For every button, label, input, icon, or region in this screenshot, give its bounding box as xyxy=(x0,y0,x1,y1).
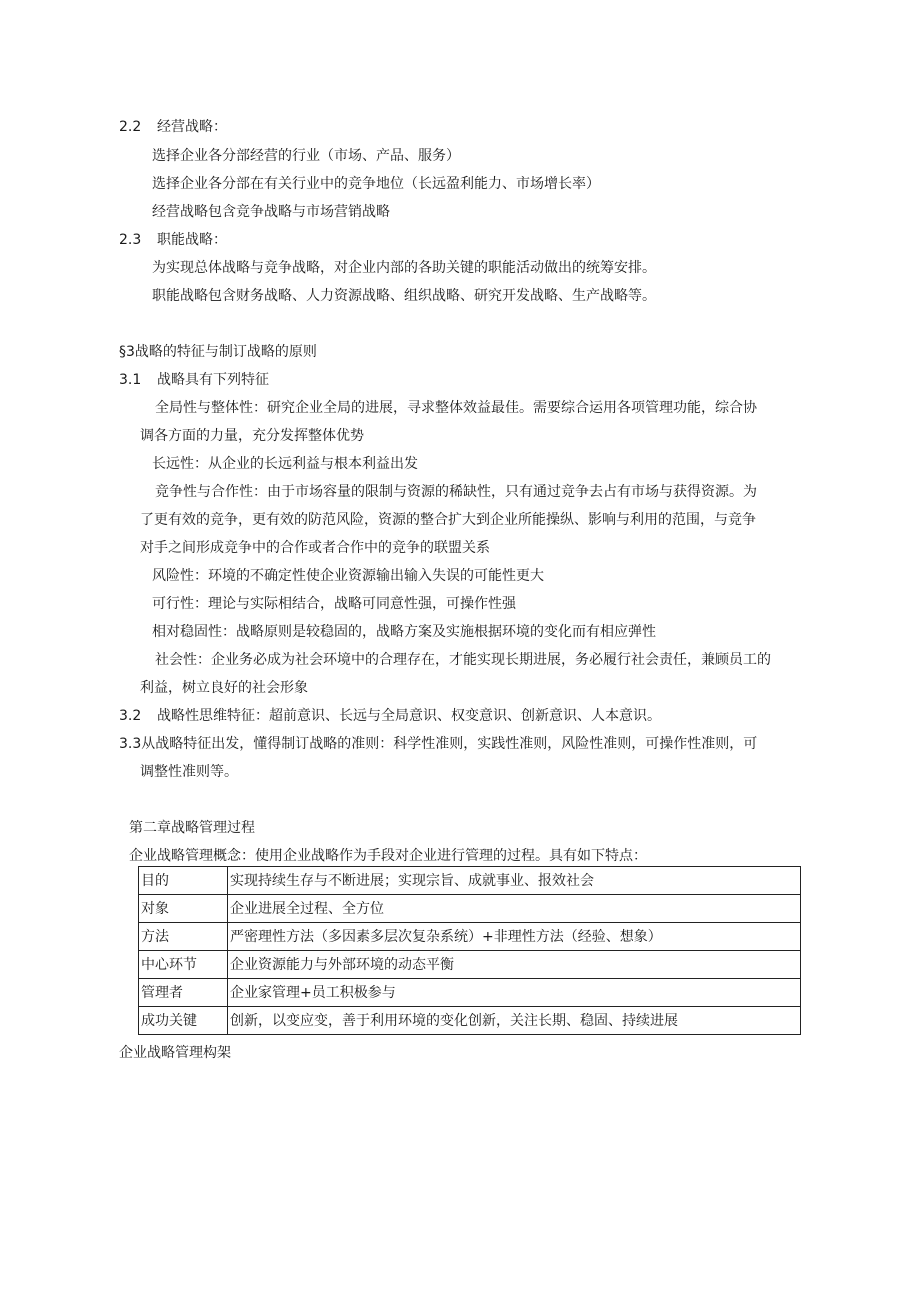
table-key-cell: 成功关键 xyxy=(139,1007,228,1035)
table-key-cell: 目的 xyxy=(139,867,228,895)
section-2-3-number: 2.3 xyxy=(119,232,142,248)
paragraph-line: 经营战略包含竞争战略与市场营销战略 xyxy=(152,204,390,220)
table-value-cell: 严密理性方法（多因素多层次复杂系统）+非理性方法（经验、想象） xyxy=(228,923,801,951)
table-row xyxy=(139,895,801,923)
section-2-3-heading xyxy=(119,230,227,250)
characteristics-table xyxy=(138,866,801,1035)
feature-line: 相对稳固性：战略原则是较稳固的，战略方案及实施根据环境的变化而有相应弹性 xyxy=(152,624,656,640)
table-value-cell: 创新，以变应变，善于利用环境的变化创新，关注长期、稳固、持续进展 xyxy=(228,1007,801,1035)
table-value-cell: 企业家管理+员工积极参与 xyxy=(228,979,801,1007)
section-3-3-line: 3.3从战略特征出发，懂得制订战略的准则：科学性准则，实践性准则，风险性准则，可操作性准则，可 xyxy=(119,736,758,752)
paragraph-line: 选择企业各分部在有关行业中的竞争地位（长远盈利能力、市场增长率） xyxy=(152,176,600,192)
feature-line: 风险性：环境的不确定性使企业资源输出输入失误的可能性更大 xyxy=(152,568,544,584)
feature-line: 全局性与整体性：研究企业全局的进展，寻求整体效益最佳。需要综合运用各项管理功能，综合协 xyxy=(155,400,757,416)
framework-heading: 企业战略管理构架 xyxy=(119,1045,231,1061)
section-2-2-number: 2.2 xyxy=(119,119,142,135)
feature-line: 了更有效的竞争，更有效的防范风险，资源的整合扩大到企业所能操纵、影响与利用的范围，与竞争 xyxy=(140,512,756,528)
paragraph-line: 为实现总体战略与竞争战略，对企业内部的各助关键的职能活动做出的统筹安排。 xyxy=(152,260,656,276)
table-row xyxy=(139,867,801,895)
feature-line: 可行性：理论与实际相结合，战略可同意性强，可操作性强 xyxy=(152,596,516,612)
table-key-cell: 中心环节 xyxy=(139,951,228,979)
section-2-2-heading xyxy=(119,117,227,137)
section-3-2 xyxy=(119,706,661,726)
section-3-1-title: 战略具有下列特征 xyxy=(157,372,269,388)
section-3-1-number: 3.1 xyxy=(119,372,142,388)
table-row xyxy=(139,923,801,951)
section-2-3-title: 职能战略： xyxy=(157,232,227,248)
section-3-heading: §3战略的特征与制订战略的原则 xyxy=(119,344,317,360)
feature-line: 长远性：从企业的长远利益与根本利益出发 xyxy=(152,456,418,472)
table-value-cell: 企业资源能力与外部环境的动态平衡 xyxy=(228,951,801,979)
paragraph-line: 选择企业各分部经营的行业（市场、产品、服务） xyxy=(152,148,460,164)
feature-line: 对手之间形成竞争中的合作或者合作中的竞争的联盟关系 xyxy=(140,540,490,556)
table-value-cell: 实现持续生存与不断进展；实现宗旨、成就事业、报效社会 xyxy=(228,867,801,895)
feature-line: 竞争性与合作性：由于市场容量的限制与资源的稀缺性，只有通过竞争去占有市场与获得资源。为 xyxy=(155,484,757,500)
chapter-2-title: 第二章战略管理过程 xyxy=(129,820,255,836)
table-key-cell: 方法 xyxy=(139,923,228,951)
paragraph-line: 职能战略包含财务战略、人力资源战略、组织战略、研究开发战略、生产战略等。 xyxy=(152,288,656,304)
section-3-1-heading xyxy=(119,370,269,390)
table-row xyxy=(139,1007,801,1035)
feature-line: 利益，树立良好的社会形象 xyxy=(140,680,308,696)
table-key-cell: 管理者 xyxy=(139,979,228,1007)
table-row xyxy=(139,951,801,979)
section-3-2-text: 战略性思维特征：超前意识、长远与全局意识、权变意识、创新意识、人本意识。 xyxy=(157,708,661,724)
feature-line: 调各方面的力量，充分发挥整体优势 xyxy=(140,428,364,444)
section-2-2-title: 经营战略： xyxy=(157,119,227,135)
section-3-2-number: 3.2 xyxy=(119,708,142,724)
table-key-cell: 对象 xyxy=(139,895,228,923)
feature-line: 社会性：企业务必成为社会环境中的合理存在，才能实现长期进展，务必履行社会责任，兼顾员工的 xyxy=(155,652,771,668)
table-value-cell: 企业进展全过程、全方位 xyxy=(228,895,801,923)
table-row xyxy=(139,979,801,1007)
section-3-3-line: 调整性准则等。 xyxy=(140,764,238,780)
chapter-2-intro: 企业战略管理概念：使用企业战略作为手段对企业进行管理的过程。具有如下特点： xyxy=(129,848,647,864)
